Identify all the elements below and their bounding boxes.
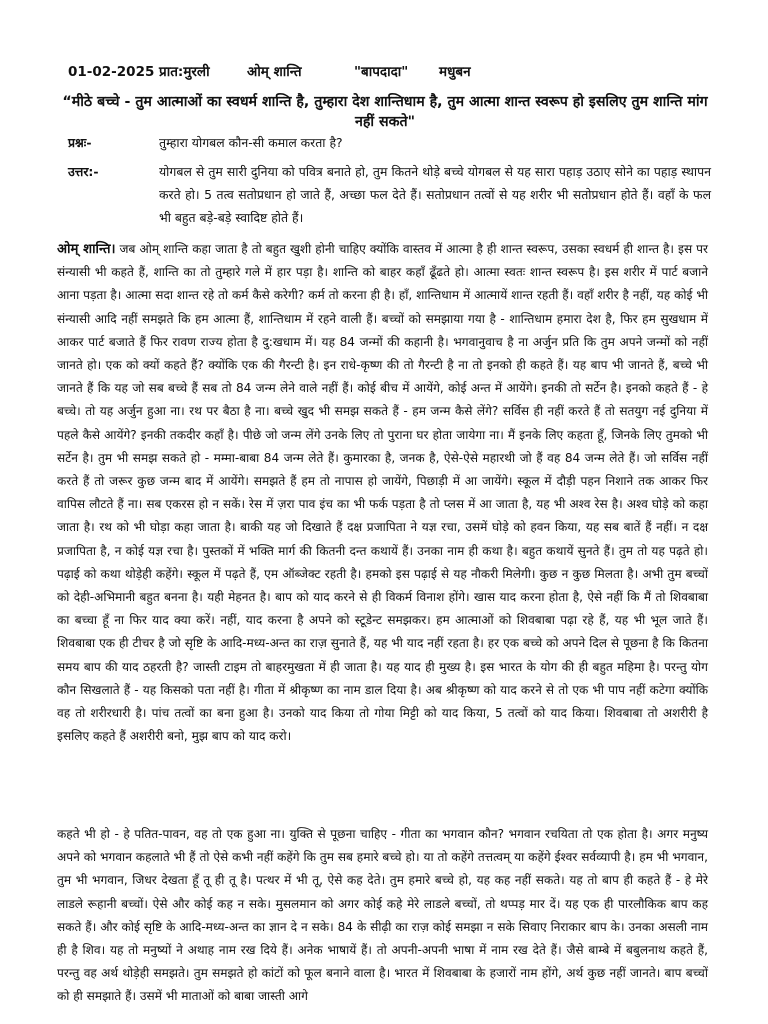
body-paragraph-1 <box>57 238 708 748</box>
question-text: तुम्हारा योगबल कौन-सी कमाल करता है? <box>159 135 343 150</box>
paragraph-lead: ओम् शान्ति। <box>57 242 116 257</box>
paragraph-text: जब ओम् शान्ति कहा जाता है तो बहुत खुशी होनी चाहिए क्योंकि वास्तव में आत्मा है ही शान्त स्वरूप, उसका स्वधर्म ही शान्त है। इस पर संन्यासी भी कहते हैं, शान्ति का तो तुम्हारे गले में हार पड़ा है। शान्ति को बाहर कहाँ ढूँढते हो। आत्मा स्वतः शान्त स्वरूप है। इस शरीर में पार्ट बजाने आना पड़ता है। आत्मा सदा शान्त रहे तो कर्म कैसे करेगी? कर्म तो करना ही है। हाँ, शान्तिधाम में आत्मायें शान्त रहती हैं। वहाँ शरीर है नहीं, यह कोई भी संन्यासी आदि नहीं समझते कि हम आत्मा हैं, शान्तिधाम में रहने वाली हैं। बच्चों को समझाया गया है - शान्तिधाम हमारा देश है, फिर हम सुखधाम में आकर पार्ट बजाते हैं फिर रावण राज्य होता है दु:खधाम में। यह 84 जन्मों की कहानी है। भगवानुवाच है ना अर्जुन प्रति कि तुम अपने जन्मों को नहीं जानते हो। एक को क्यों कहते हैं? क्योंकि एक की गैरन्टी है। इन राधे-कृष्ण की तो गैरन्टी है ना तो इनको ही कहते हैं। यह बाप भी जानते हैं, बच्चे भी जानते हैं कि यह जो सब बच्चे हैं सब तो 84 जन्म लेने वाले नहीं हैं। कोई बीच में आयेंगे, कोई अन्त में आयेंगे। इनकी तो सर्टेन है। इनको कहते हैं - हे बच्चे। तो यह अर्जुन हुआ ना। रथ पर बैठा है ना। बच्चे खुद भी समझ सकते हैं - हम जन्म कैसे लेंगे? सर्विस ही नहीं करते हैं तो सतयुग नई दुनिया में पहले कैसे आयेंगे? इनकी तकदीर कहाँ है। पीछे जो जन्म लेंगे उनके लिए तो पुराना घर होता जायेगा ना। मैं इनके लिए कहता हूँ, जिनके लिए तुमको भी सर्टेन है। तुम भी समझ सकते हो - मम्मा-बाबा 84 जन्म लेते हैं। कुमारका है, जनक है, ऐसे-ऐसे महारथी जो हैं वह 84 जन्म लेते हैं। जो सर्विस नहीं करते हैं तो जरूर कुछ जन्म बाद में आयेंगे। समझते हैं हम तो नापास हो जायेंगे, पिछाड़ी में आ जायेंगे। स्कूल में दौड़ी पहन निशाने तक आकर फिर वापिस लौटते हैं ना। सब एकरस हो न सकें। रेस में ज़रा पाव इंच का भी फर्क पड़ता है तो प्लस में आ जाता है, यह भी अश्व रेस है। अश्व घोड़े को कहा जाता है। रथ को भी घोड़ा कहा जाता है। बाकी यह जो दिखाते हैं दक्ष प्रजापिता ने यज्ञ रचा, उसमें घोड़े को हवन किया, यह सब बातें हैं नहीं। न दक्ष प्रजापिता है, न कोई यज्ञ रचा है। पुस्तकों में भक्ति मार्ग की कितनी दन्त कथायें हैं। उनका नाम ही कथा है। बहुत कथायें सुनते हैं। तुम तो यह पढ़ते हो। पढ़ाई को कथा थोड़ेही कहेंगे। स्कूल में पढ़ते हैं, एम ऑब्जेक्ट रहती है। हमको इस पढ़ाई से यह नौकरी मिलेगी। कुछ न कुछ मिलता है। अभी तुम बच्चों को देही-अभिमानी बहुत बनना है। यही मेहनत है। बाप को याद करने से ही विकर्म विनाश होंगे। खास याद करना होता है, ऐसे नहीं कि मैं तो शिवबाबा का बच्चा हूँ ना फिर याद क्या करें। नहीं, याद करना है अपने को स्टूडेन्ट समझकर। हम आत्माओं को शिवबाबा पढ़ा रहे हैं, यह भी भूल जाते हैं। शिवबाबा एक ही टीचर है जो सृष्टि के आदि-मध्य-अन्त का राज़ सुनाते हैं, यह भी याद नहीं रहता है। हर एक बच्चे को अपने दिल से पूछना है कि कितना समय बाप की याद ठहरती है? जास्ती टाइम तो बाहरमुखता में ही जाता है। यह याद ही मुख्य है। इस भारत के योग की ही बहुत महिमा है। परन्तु योग कौन सिखलाते हैं - यह किसको पता नहीं है। गीता में श्रीकृष्ण का नाम डाल दिया है। अब श्रीकृष्ण को याद करने से तो एक भी पाप नहीं कटेगा क्योंकि वह तो शरीरधारी है। पांच तत्वों का बना हुआ है। उनको याद किया तो गोया मिट्टी को याद किया, 5 तत्वों को याद किया। शिवबाबा तो अशरीरी है इसलिए कहते हैं अशरीरी बनो, मुझ बाप को याद करो। <box>57 242 708 744</box>
om-shanti-heading: ओम् शान्ति <box>247 64 302 80</box>
speaker-name: "बापदादा" <box>354 64 409 80</box>
answer-label: उत्तर:- <box>68 164 99 179</box>
murli-title: “मीठे बच्चे - तुम आत्माओं का स्वधर्म शान्ति है, तुम्हारा देश शान्तिधाम है, तुम आत्मा शान्त स्वरूप हो इसलिए तुम शान्ति मांग नहीं सकते" <box>62 94 708 130</box>
answer-text: योगबल से तुम सारी दुनिया को पवित्र बनाते हो, तुम कितने थोड़े बच्चे योगबल से यह सारा पहाड़ उठाए सोने का पहाड़ स्थापन करते हो। 5 तत्व सतोप्रधान हो जाते हैं, अच्छा फल देते हैं। सतोप्रधान तत्वों से यह शरीर भी सतोप्रधान होते हैं। वहाँ के फल भी बहुत बड़े-बड़े स्वादिष्ट होते हैं। <box>159 164 711 225</box>
body-paragraph-2 <box>57 823 708 1009</box>
paragraph-text: कहते भी हो - हे पतित-पावन, वह तो एक हुआ ना। युक्ति से पूछना चाहिए - गीता का भगवान कौन? भगवान रचयिता तो एक होता है। अगर मनुष्य अपने को भगवान कहलाते भी हैं तो ऐसे कभी नहीं कहेंगे कि तुम सब हमारे बच्चे हो। या तो कहेंगे तत्तत्वम् या कहेंगे ईश्वर सर्वव्यापी है। हम भी भगवान, तुम भी भगवान, जिधर देखता हूँ तू ही तू है। पत्थर में भी तू, ऐसे कह देते। तुम हमारे बच्चे हो, यह कह नहीं सकते। यह तो बाप ही कहते हैं - हे मेरे लाडले रूहानी बच्चों। ऐसे और कोई कह न सके। मुसलमान को अगर कोई कहे मेरे लाडले बच्चों, तो थप्पड़ मार दें। यह एक ही पारलौकिक बाप कह सकते हैं। और कोई सृष्टि के आदि-मध्य-अन्त का ज्ञान दे न सके। 84 के सीढ़ी का राज़ कोई समझा न सके सिवाए निराकार बाप के। उनका असली नाम ही है शिव। यह तो मनुष्यों ने अथाह नाम रख दिये हैं। अनेक भाषायें हैं। तो अपनी-अपनी भाषा में नाम रख देते हैं। जैसे बाम्बे में बबुलनाथ कहते हैं, परन्तु वह अर्थ थोड़ेही समझते। तुम समझते हो कांटों को फूल बनाने वाला है। भारत में शिवबाबा के हजारों नाम होंगे, अर्थ कुछ नहीं जानते। बाप बच्चों को ही समझाते हैं। उसमें भी माताओं को बाबा जास्ती आगे <box>57 827 708 1004</box>
place-name: मधुबन <box>439 64 471 80</box>
date-time: 01-02-2025 प्रात:मुरली <box>68 64 210 80</box>
question-label: प्रश्नः- <box>68 135 92 150</box>
